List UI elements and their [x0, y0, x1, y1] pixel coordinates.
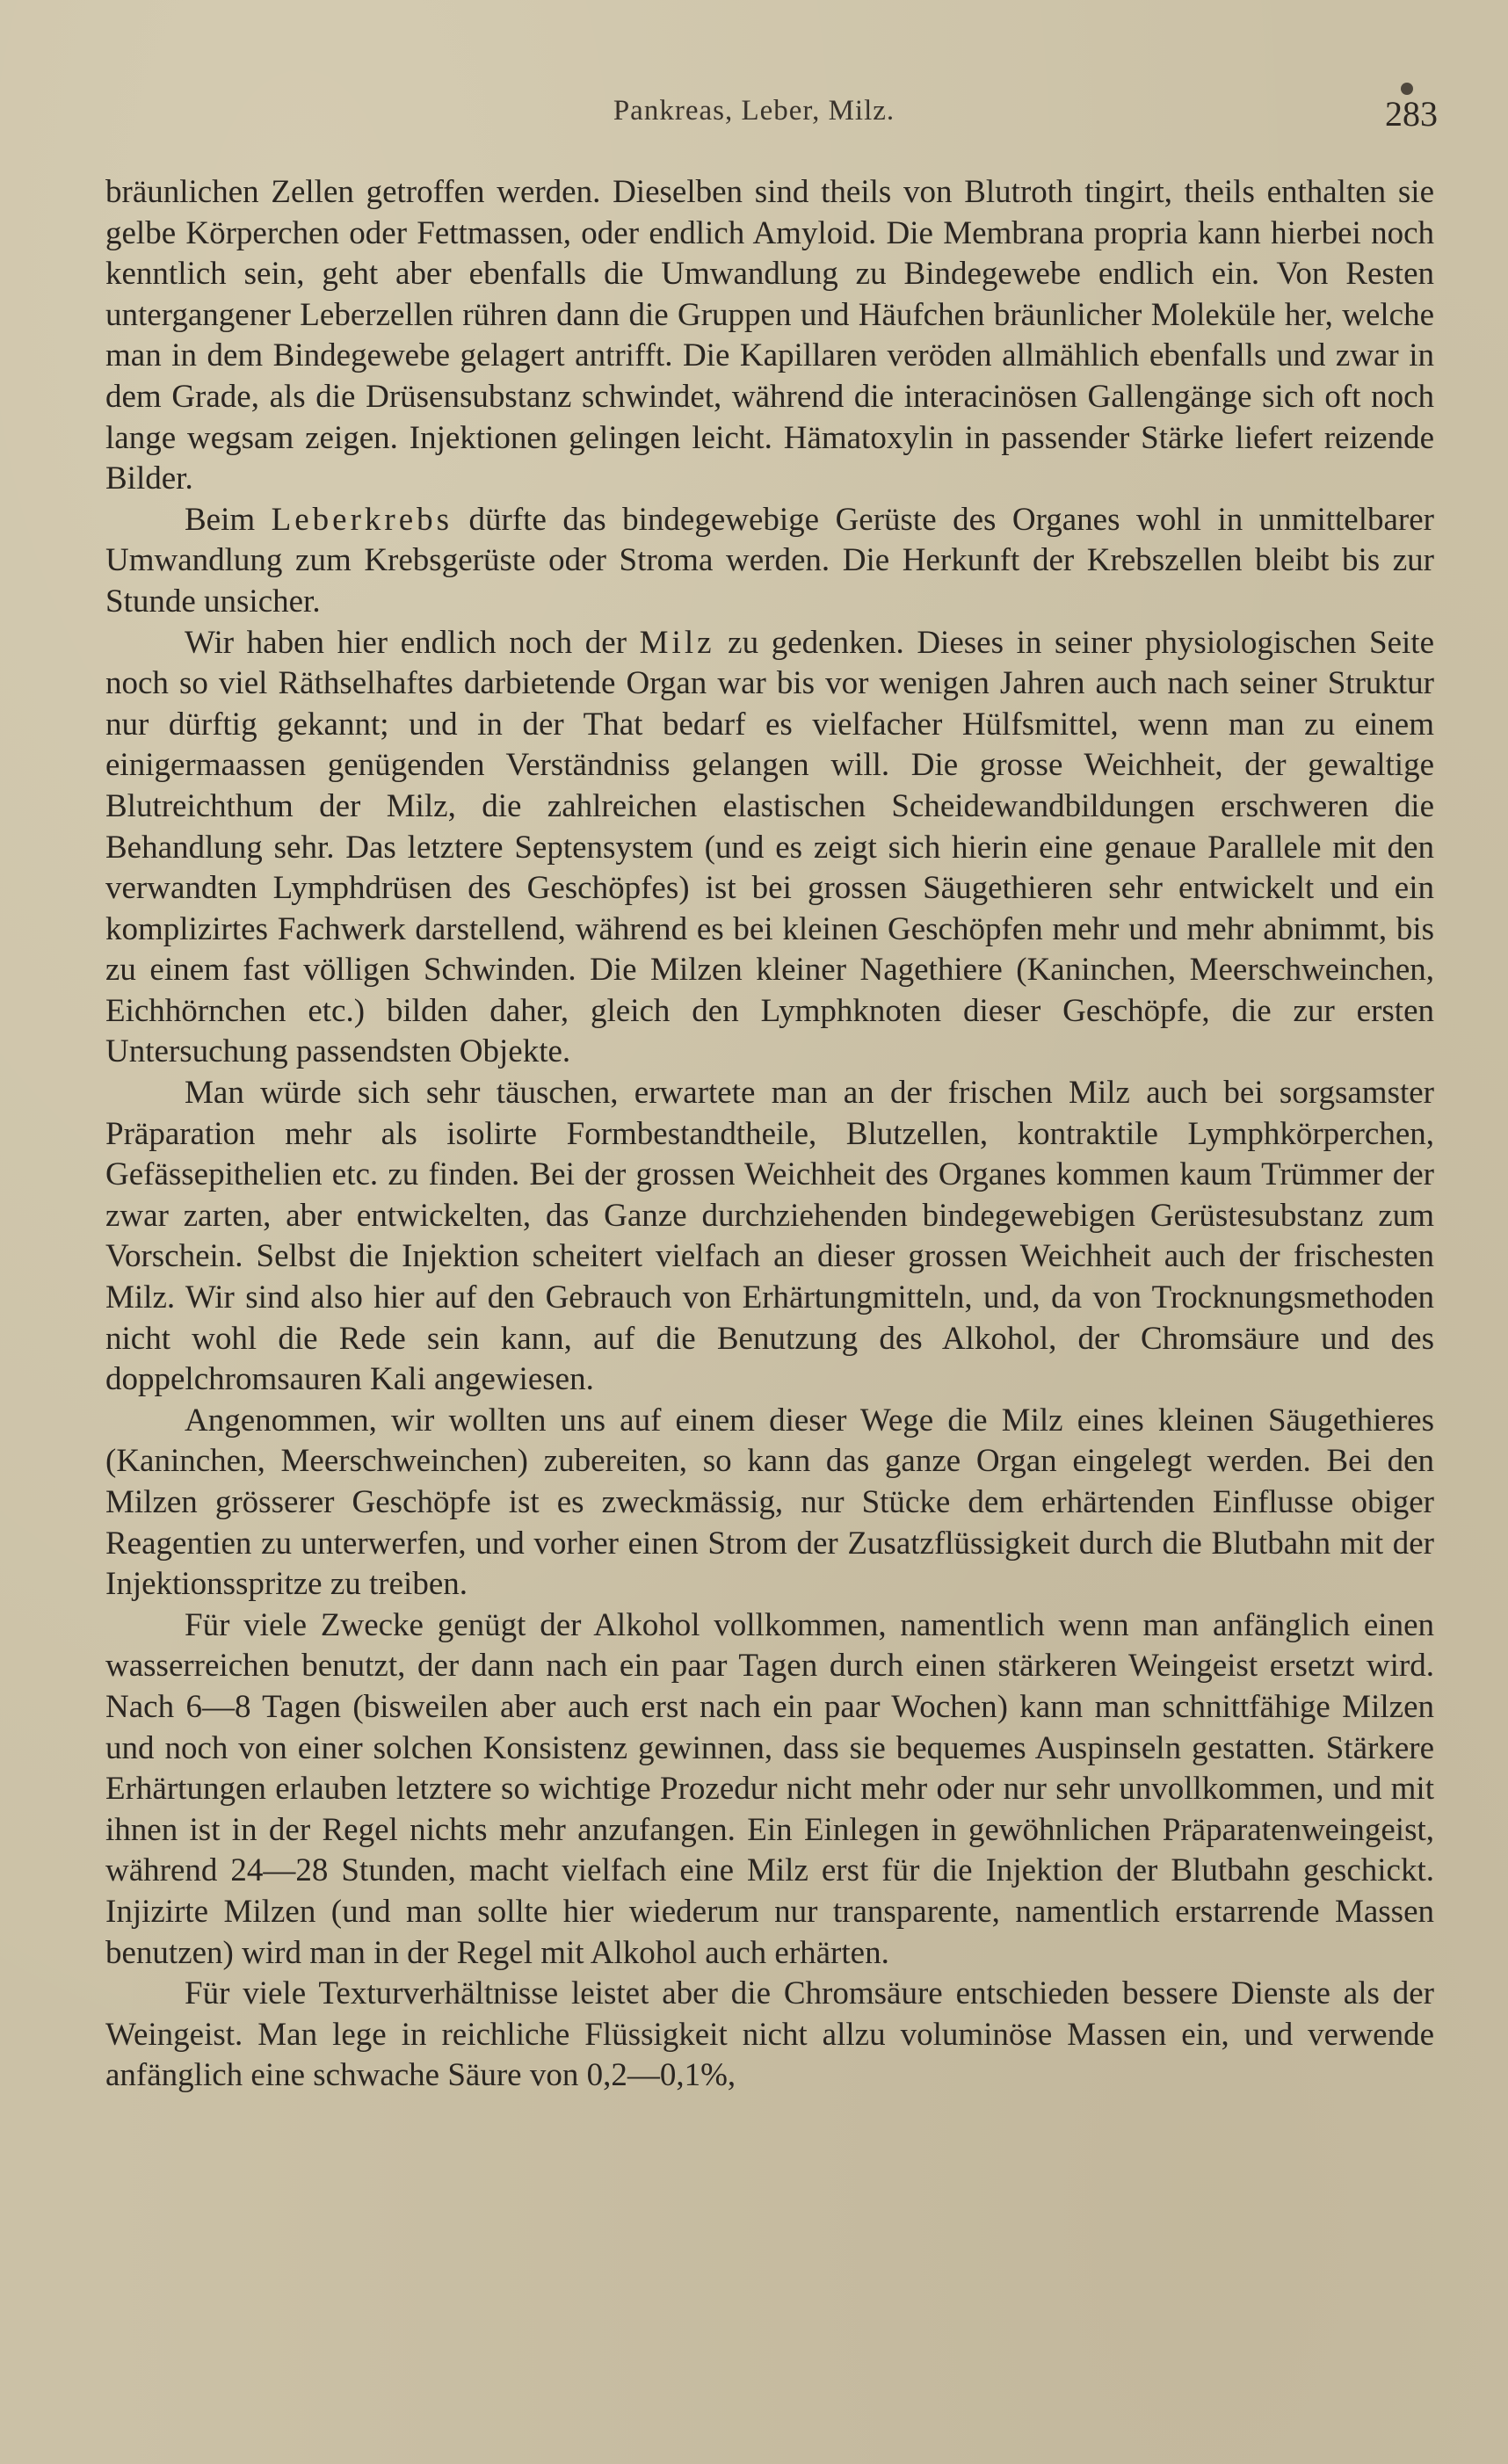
- paragraph-text: zu gedenken. Dieses in seiner physiologischen Seite noch so viel Räthselhaftes darbietende Organ war bis vor wenigen Jahren auch nach seiner Struktur nur dürftig gekannt; und in der That bedarf es vielfacher Hülfsmittel, wenn man zu einem einigermaassen genügenden Verständniss gelangen will. Die grosse Weichheit, der gewaltige Blutreichthum der Milz, die zahlreichen elastischen Scheidewandbildungen erschweren die Behandlung sehr. Das letztere Septensystem (und es zeigt sich hierin eine genaue Parallele mit den verwandten Lymphdrüsen des Geschöpfes) ist bei grossen Säugethieren sehr entwickelt und ein komplizirtes Fachwerk darstellend, während es bei kleinen Geschöpfen mehr und mehr abnimmt, bis zu einem fast völligen Schwinden. Die Milzen kleiner Nagethiere (Kaninchen, Meerschweinchen, Eichhörnchen etc.) bilden daher, gleich den Lymphknoten dieser Geschöpfe, die zur ersten Untersuchung passendsten Objekte.: [105, 624, 1434, 1070]
- paragraph-liver-cancer: [105, 500, 1434, 623]
- body-text: [105, 172, 1434, 2097]
- paragraph-preparation: [105, 1401, 1434, 1605]
- running-title: Pankreas, Leber, Milz.: [613, 95, 895, 127]
- paragraph-text: Wir haben hier endlich noch der: [185, 624, 640, 661]
- paragraph-continuation: [105, 172, 1434, 500]
- page-number: 283: [1385, 94, 1438, 134]
- paragraph-text: Für viele Zwecke genügt der Alkohol vollkommen, namentlich wenn man anfänglich einen wasserreichen benutzt, der dann nach ein paar Tagen durch einen stärkeren Weingeist ersetzt wird. Nach 6—8 Tagen (bisweilen aber auch erst nach ein paar Wochen) kann man schnittfähige Milzen und noch von einer solchen Konsistenz gewinnen, dass sie bequemes Auspinseln gestatten. Stärkere Erhärtungen erlauben letztere so wichtige Prozedur nicht mehr oder nur sehr unvollkommen, und mit ihnen ist in der Regel nichts mehr anzufangen. Ein Einlegen in gewöhnlichen Präparatenweingeist, während 24—28 Stunden, macht vielfach eine Milz erst für die Injektion der Blutbahn geschickt. Injizirte Milzen (und man sollte hier wiederum nur transparente, namentlich erstarrende Massen benutzen) wird man in der Regel mit Alkohol auch erhärten.: [105, 1606, 1434, 1971]
- paragraph-text: Für viele Texturverhältnisse leistet aber die Chromsäure entschieden bessere Dienste als der Weingeist. Man lege in reichliche Flüssigkeit nicht allzu voluminöse Massen ein, und verwende anfänglich eine schwache Säure von 0,2—0,1%,: [105, 1975, 1434, 2094]
- paragraph-fresh-spleen: [105, 1073, 1434, 1401]
- paragraph-text: dürfte das bindegewebige Gerüste des Organes wohl in unmittelbarer Umwandlung zum Krebsgerüste oder Stroma werden. Die Herkunft der Krebszellen bleibt bis zur Stunde unsicher.: [105, 501, 1434, 620]
- paragraph-text: Angenommen, wir wollten uns auf einem dieser Wege die Milz eines kleinen Säugethieres (Kaninchen, Meerschweinchen) zubereiten, so kann das ganze Organ eingelegt werden. Bei den Milzen grösserer Geschöpfe ist es zweckmässig, nur Stücke dem erhärtenden Einflusse obiger Reagentien zu unterwerfen, und vorher einen Strom der Zusatzflüssigkeit durch die Blutbahn mit der Injektionsspritze zu treiben.: [105, 1402, 1434, 1603]
- paragraph-alcohol: [105, 1605, 1434, 1974]
- paragraph-spleen-intro: [105, 623, 1434, 1074]
- paragraph-text: Beim: [185, 501, 272, 538]
- spaced-term: Milz: [639, 624, 715, 661]
- paragraph-text: bräunlichen Zellen getroffen werden. Dieselben sind theils von Blutroth tingirt, theils enthalten sie gelbe Körperchen oder Fettmassen, oder endlich Amyloid. Die Membrana propria kann hierbei noch kenntlich sein, geht aber ebenfalls die Umwandlung zu Bindegewebe endlich ein. Von Resten untergangener Leberzellen rühren dann die Gruppen und Häufchen bräunlicher Moleküle her, welche man in dem Bindegewebe gelagert antrifft. Die Kapillaren veröden allmählich ebenfalls und zwar in dem Grade, als die Drüsensubstanz schwindet, während die interacinösen Gallengänge sich oft noch lange wegsam zeigen. Injektionen gelingen leicht. Hämatoxylin in passender Stärke liefert reizende Bilder.: [105, 174, 1434, 497]
- page-header: [0, 88, 1508, 141]
- paragraph-text: Man würde sich sehr täuschen, erwartete man an der frischen Milz auch bei sorgsamster Präparation mehr als isolirte Formbestandtheile, Blutzellen, kontraktile Lymphkörperchen, Gefässepithelien etc. zu finden. Bei der grossen Weichheit des Organes kommen kaum Trümmer der zwar zarten, aber entwickelten, das Ganze durchziehenden bindegewebigen Gerüstesubstanz zum Vorschein. Selbst die Injektion scheitert vielfach an dieser grossen Weichheit auch der frischesten Milz. Wir sind also hier auf den Gebrauch von Erhärtungmitteln, und, da von Trocknungsmethoden nicht wohl die Rede sein kann, auf die Benutzung des Alkohol, der Chromsäure und des doppelchromsauren Kali angewiesen.: [105, 1075, 1434, 1398]
- spaced-term: Leberkrebs: [271, 501, 453, 538]
- paragraph-chromic-acid: [105, 1974, 1434, 2097]
